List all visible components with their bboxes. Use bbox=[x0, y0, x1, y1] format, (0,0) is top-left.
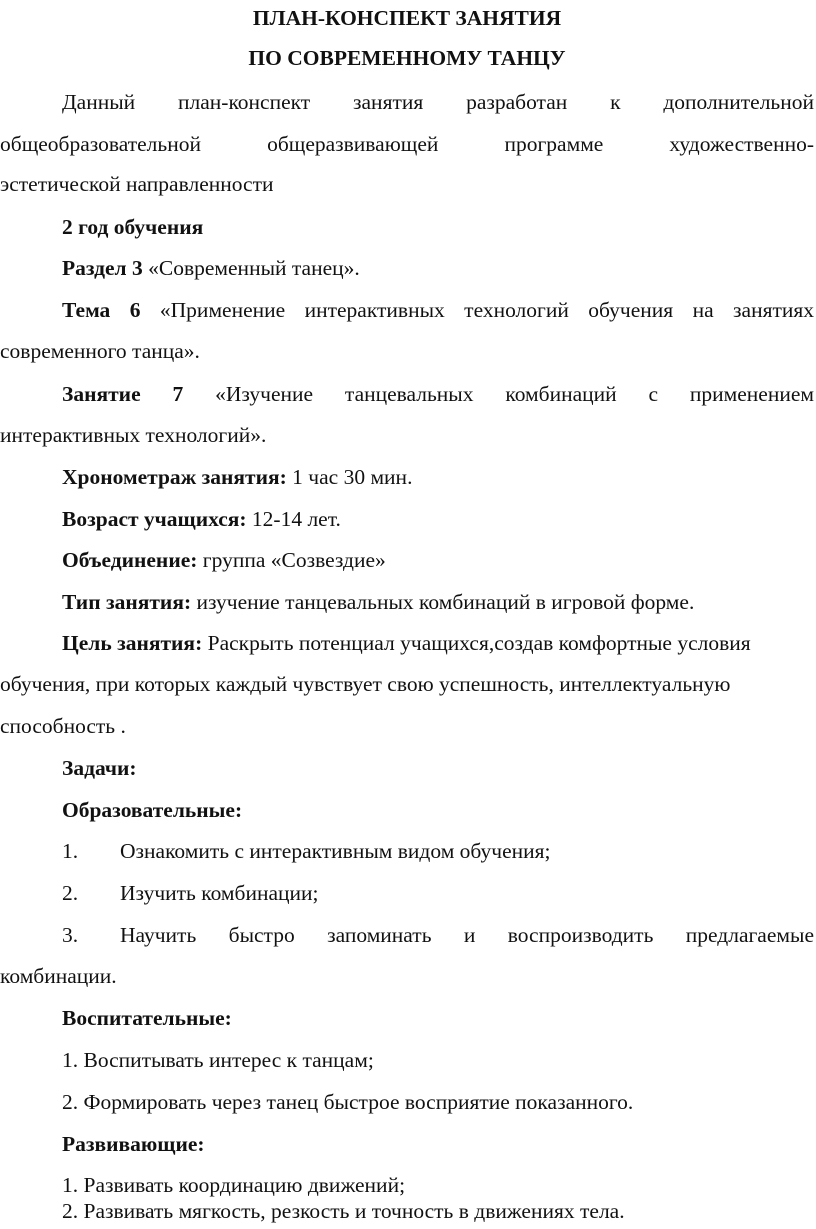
developing-item-2: 2. Развивать мягкость, резкость и точность в движениях тела. bbox=[62, 1199, 625, 1223]
lesson-type-value: изучение танцевальных комбинаций в игровой форме. bbox=[196, 590, 695, 614]
educational-item-1 bbox=[62, 836, 814, 866]
lesson-line-1 bbox=[62, 379, 814, 409]
lesson-type-line bbox=[62, 587, 814, 617]
list-number: 2. bbox=[62, 881, 79, 905]
lesson-line-2: интерактивных технологий». bbox=[0, 423, 267, 447]
educational-item-3 bbox=[62, 920, 814, 950]
duration-value: 1 час 30 мин. bbox=[292, 465, 413, 489]
group-label: Объединение: bbox=[62, 548, 198, 572]
list-number: 1. bbox=[62, 839, 79, 863]
section-line bbox=[62, 253, 814, 283]
goal-label: Цель занятия: bbox=[62, 631, 203, 655]
age-line bbox=[62, 504, 814, 534]
duration-label: Хронометраж занятия: bbox=[62, 465, 287, 489]
title-line-1: ПЛАН-КОНСПЕКТ ЗАНЯТИЯ bbox=[252, 6, 562, 30]
list-number: 3. bbox=[62, 923, 79, 947]
goal-line-2: обучения, при которых каждый чувствует свою успешность, интеллектуальную bbox=[0, 672, 731, 696]
list-item-text: Изучить комбинации; bbox=[120, 881, 319, 905]
tasks-heading: Задачи: bbox=[62, 756, 137, 780]
goal-value-1: Раскрыть потенциал учащихся,создав комфортные условия bbox=[207, 631, 751, 655]
upbringing-heading: Воспитательные: bbox=[62, 1006, 232, 1030]
educational-heading: Образовательные: bbox=[62, 798, 243, 822]
developing-item-1: 1. Развивать координацию движений; bbox=[62, 1173, 406, 1197]
upbringing-item-1: 1. Воспитывать интерес к танцам; bbox=[62, 1048, 374, 1072]
group-value: группа «Созвездие» bbox=[202, 548, 386, 572]
intro-line-1: Данный план-конспект занятия разработан к дополнительной bbox=[62, 90, 814, 114]
section-label: Раздел 3 bbox=[62, 256, 143, 280]
list-item-text: Ознакомить с интерактивным видом обучения; bbox=[120, 839, 551, 863]
goal-line-3: способность . bbox=[0, 714, 126, 738]
topic-label: Тема 6 bbox=[62, 298, 141, 322]
intro-line-2: общеобразовательной общеразвивающей программе художественно- bbox=[0, 132, 814, 156]
intro-line-3: эстетической направленности bbox=[0, 172, 274, 196]
lesson-label: Занятие 7 bbox=[62, 382, 184, 406]
developing-heading: Развивающие: bbox=[62, 1132, 205, 1156]
age-value: 12-14 лет. bbox=[251, 507, 341, 531]
goal-line-1 bbox=[62, 628, 814, 658]
topic-value-1: «Применение интерактивных технологий обучения на занятиях bbox=[159, 298, 814, 322]
section-value: «Современный танец». bbox=[148, 256, 360, 280]
upbringing-item-2: 2. Формировать через танец быстрое восприятие показанного. bbox=[62, 1090, 634, 1114]
topic-line-2: современного танца». bbox=[0, 339, 200, 363]
duration-line bbox=[62, 462, 814, 492]
title-line-2: ПО СОВРЕМЕННОМУ ТАНЦУ bbox=[248, 46, 566, 70]
group-line bbox=[62, 545, 814, 575]
age-label: Возраст учащихся: bbox=[62, 507, 247, 531]
educational-item-2 bbox=[62, 878, 814, 908]
educational-item-3-continuation: комбинации. bbox=[0, 964, 117, 988]
list-item-text: Научить быстро запоминать и воспроизводить предлагаемые bbox=[120, 923, 814, 947]
topic-line-1 bbox=[62, 295, 814, 325]
lesson-type-label: Тип занятия: bbox=[62, 590, 192, 614]
lesson-value-1: «Изучение танцевальных комбинаций с применением bbox=[215, 382, 814, 406]
study-year: 2 год обучения bbox=[62, 215, 204, 239]
